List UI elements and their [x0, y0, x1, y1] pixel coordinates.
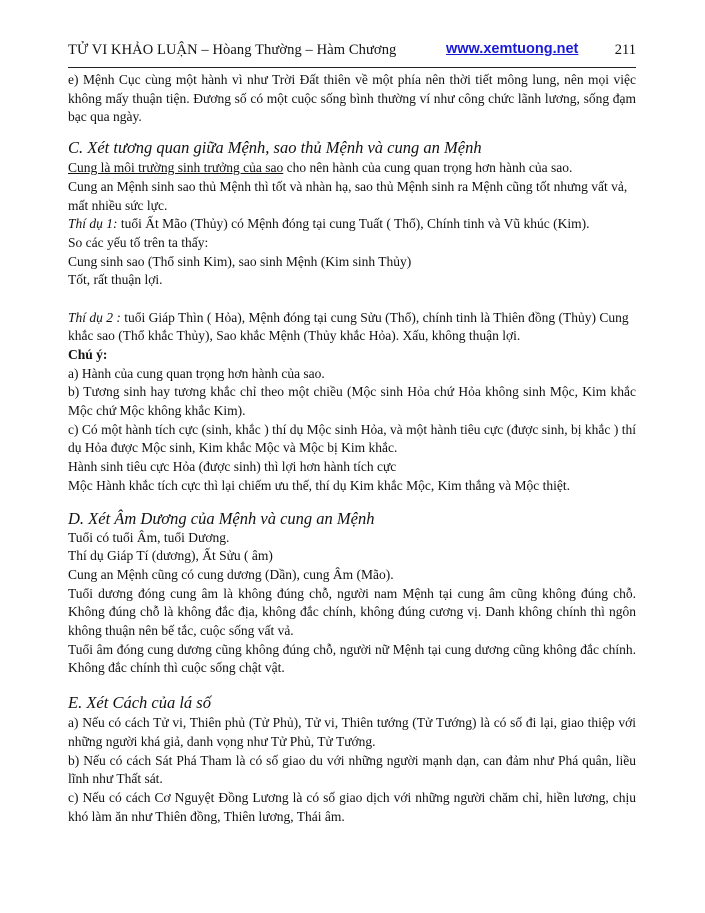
example-2	[68, 309, 636, 346]
section-d-paragraph-1: Tuổi dương đóng cung âm là không đúng chỗ, người nam Mệnh tại cung âm cũng không đúng chỗ. Không đúng chỗ là không đắc địa, không đắc chính, không đúng cương vị. Danh không chính thì ngôn không thuận nên bế tắc, cuộc sống vất vả.	[68, 585, 636, 639]
header-divider	[68, 67, 636, 68]
section-d-line-3: Cung an Mệnh cũng có cung dương (Dần), cung Âm (Mão).	[68, 566, 394, 582]
section-e-heading: E. Xét Cách của lá số	[68, 693, 211, 713]
note-label: Chú ý:	[68, 346, 108, 362]
example-1-line-4: Tốt, rất thuận lợi.	[68, 272, 163, 288]
section-d-paragraph-2: Tuổi âm đóng cung dương cũng không đúng chỗ, người nữ Mệnh tại cung dương cũng không đắc chính. Không đắc chính thì cuộc sống chật vật.	[68, 641, 636, 676]
page-body	[68, 71, 636, 826]
page-number: 211	[614, 42, 636, 58]
note-c-line-2: Hành sinh tiêu cực Hỏa (được sinh) thì lợi hơn hành tích cực	[68, 459, 397, 475]
underlined-phrase: Cung là môi trường sinh trưởng của sao	[68, 160, 284, 176]
example-2-label: Thí dụ 2 :	[68, 309, 121, 325]
example-1-line-2: So các yếu tố trên ta thấy:	[68, 234, 209, 250]
section-e-item-b: b) Nếu có cách Sát Phá Tham là có số giao du với những người mạnh dạn, can đảm như Phá quân, liều lĩnh như Thất sát.	[68, 752, 636, 787]
section-c-line-2: Cung an Mệnh sinh sao thủ Mệnh thì tốt và nhàn hạ, sao thủ Mệnh sinh ra Mệnh cũng tốt nhưng vất vả, mất nhiều sức lực.	[68, 178, 628, 213]
example-1-text: tuổi Ất Mão (Thủy) có Mệnh đóng tại cung Tuất ( Thổ), Chính tinh và Vũ khúc (Kim).	[117, 216, 590, 232]
note-c: c) Có một hành tích cực (sinh, khắc ) thí dụ Mộc sinh Hỏa, và một hành tiêu cực (được sinh, bị khắc ) thí dụ Hỏa được Mộc sinh, Kim khắc Mộc và Mộc bị Kim khắc.	[68, 421, 636, 456]
section-d-line-2: Thí dụ Giáp Tí (dương), Ất Sửu ( âm)	[68, 548, 273, 564]
section-e-item-a: a) Nếu có cách Tử vi, Thiên phủ (Tử Phủ), Tử vi, Thiên tướng (Tử Tướng) là có số đi lại, giao thiệp với những người khá giả, danh vọng như Tử Phủ, Tử Tướng.	[68, 715, 636, 749]
example-1-label: Thí dụ 1:	[68, 216, 118, 232]
note-c-line-3: Mộc Hành khắc tích cực thì lại chiếm ưu thế, thí dụ Kim khắc Mộc, Kim thắng và Mộc thiệt.	[68, 477, 571, 493]
example-1	[68, 215, 636, 234]
note-b: b) Tương sinh hay tương khắc chỉ theo một chiều (Mộc sinh Hỏa chứ Hỏa không sinh Mộc, Kim khắc Mộc chứ Mộc không khắc Kim).	[68, 384, 636, 419]
running-title: TỬ VI KHẢO LUẬN – Hòang Thường – Hàm Chương	[68, 42, 397, 58]
section-e-item-c: c) Nếu có cách Cơ Nguyệt Đồng Lương là có số giao dịch với những người chăm chỉ, hiền lương, chịu khó làm ăn như Thiên đồng, Thiên lương, Thái âm.	[68, 790, 636, 824]
website-link[interactable]: www.xemtuong.net	[446, 41, 579, 57]
section-d-line-1: Tuổi có tuổi Âm, tuổi Dương.	[68, 529, 230, 545]
note-a: a) Hành của cung quan trọng hơn hành của sao.	[68, 365, 325, 381]
example-1-line-3: Cung sinh sao (Thổ sinh Kim), sao sinh Mệnh (Kim sinh Thủy)	[68, 253, 412, 269]
example-2-text: tuổi Giáp Thìn ( Hỏa), Mệnh đóng tại cung Sửu (Thổ), chính tinh là Thiên đồng (Thủy) Cung khắc sao (Thổ khắc Thủy), Sao khắc Mệnh (Thủy khắc Hỏa). Xấu, không thuận lợi.	[68, 309, 629, 344]
paragraph-e: e) Mệnh Cục cùng một hành vì như Trời Đất thiên về một phía nên thời tiết mông lung, nên mọi việc không mấy thuận tiện. Đương số có một cuộc sống bình thường ví như công chức lãnh lương, sống đạm bạc qua ngày.	[68, 72, 636, 125]
page-header	[68, 42, 636, 62]
line-rest: cho nên hành của cung quan trọng hơn hành của sao.	[283, 160, 573, 176]
section-d-heading: D. Xét Âm Dương của Mệnh và cung an Mệnh	[68, 508, 375, 528]
section-c-heading: C. Xét tương quan giữa Mệnh, sao thủ Mệnh và cung an Mệnh	[68, 138, 482, 158]
section-c-line-1	[68, 159, 636, 178]
